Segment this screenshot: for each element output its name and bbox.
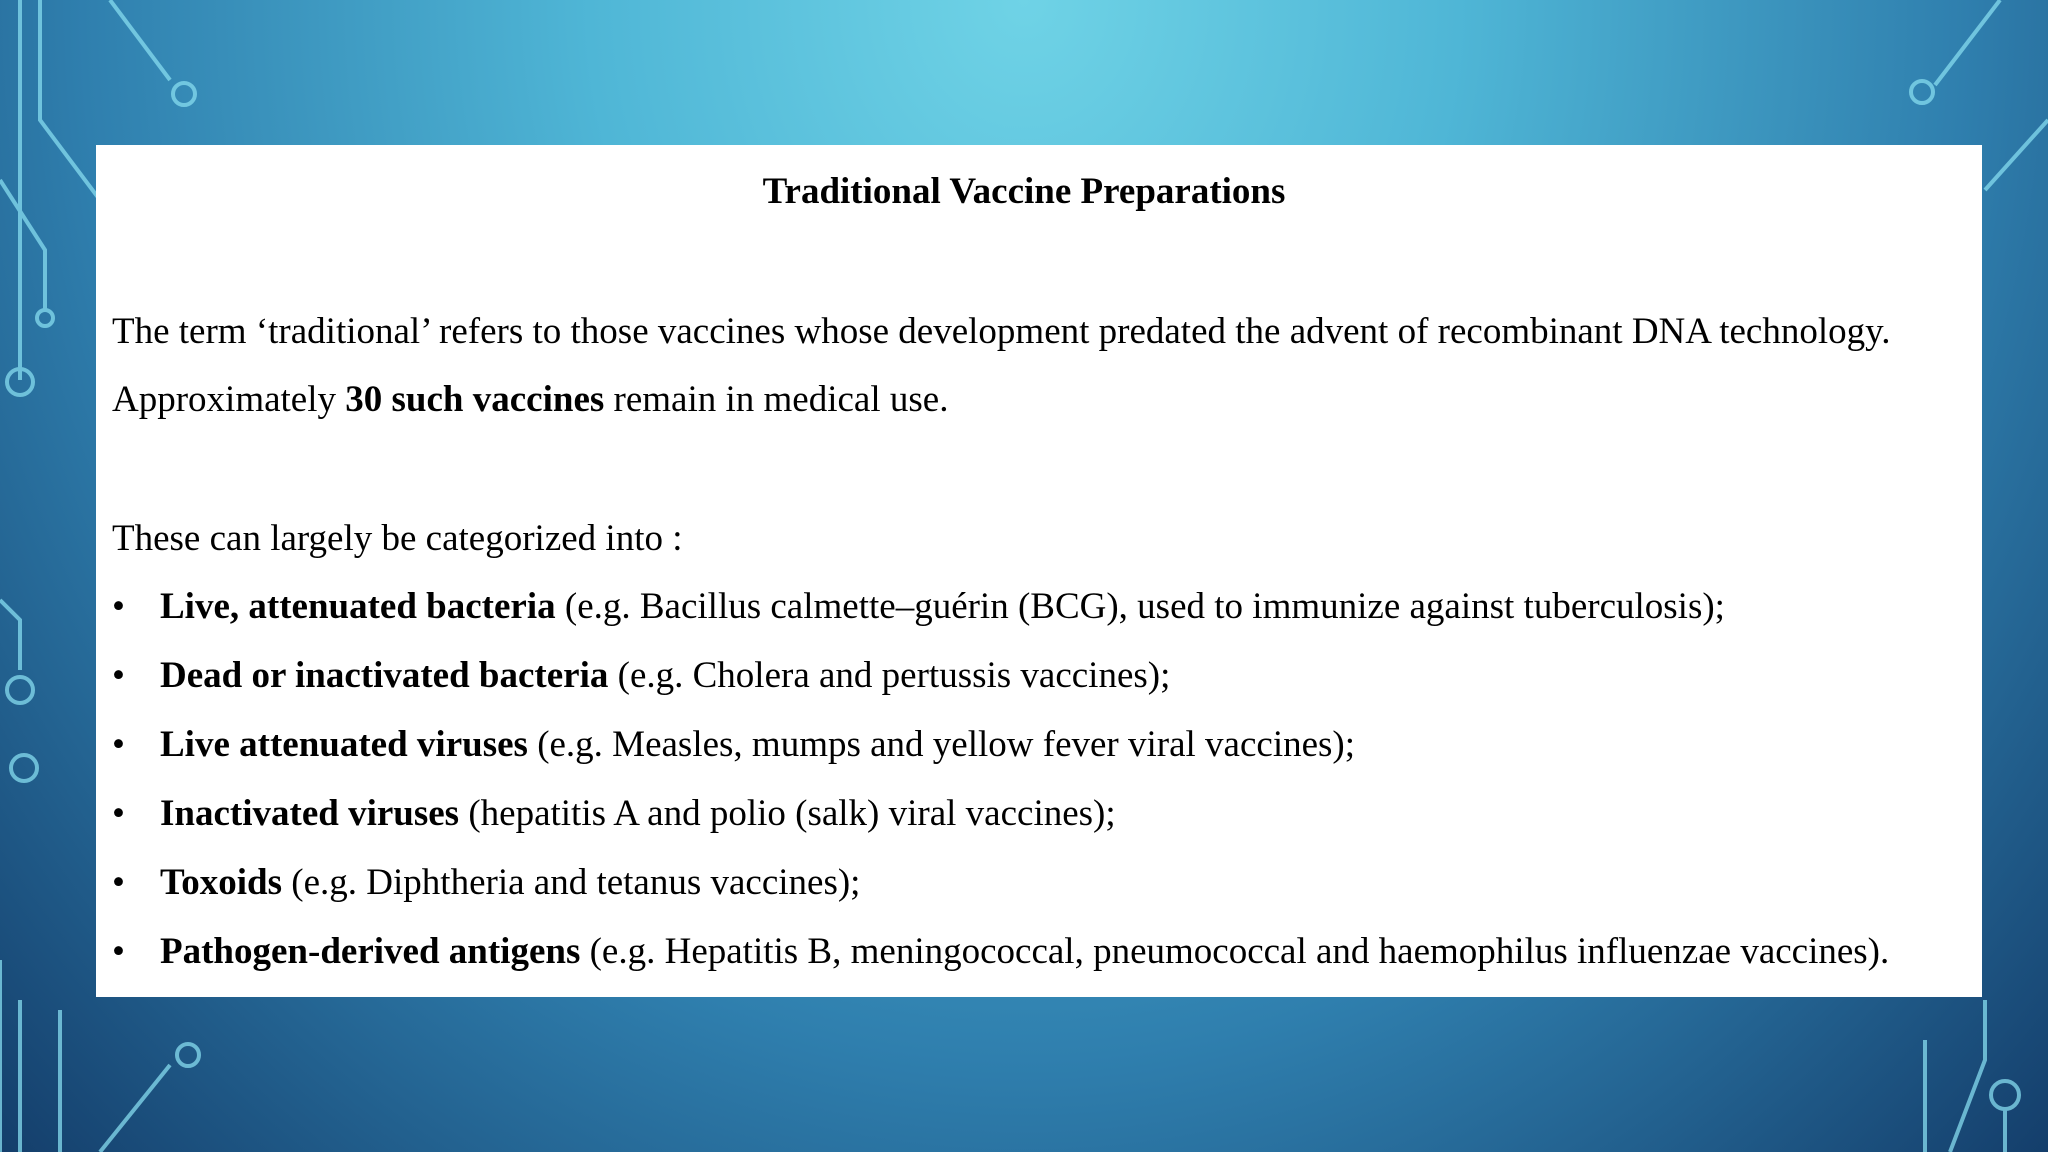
intro-line-2-bold: 30 such vaccines <box>345 379 605 420</box>
bullet-term: Inactivated viruses <box>160 793 460 834</box>
bullet-item <box>112 723 1355 767</box>
bullet-term: Live, attenuated bacteria <box>160 586 556 627</box>
circuit-line <box>1935 0 2000 85</box>
bullet-icon: • <box>112 931 125 972</box>
bullet-text: (e.g. Bacillus calmette–guérin (BCG), used to immunize against tuberculosis); <box>555 586 1725 627</box>
circuit-line <box>40 0 100 320</box>
bullet-icon: • <box>112 655 125 696</box>
bullet-item <box>112 792 1116 836</box>
bullet-item <box>112 930 1889 974</box>
bullet-term: Dead or inactivated bacteria <box>160 655 609 696</box>
circuit-node <box>37 310 53 326</box>
circuit-node <box>7 677 33 703</box>
bullet-text: (e.g. Measles, mumps and yellow fever viral vaccines); <box>527 724 1356 765</box>
bullet-icon: • <box>112 793 125 834</box>
circuit-node <box>177 1044 199 1066</box>
intro-line-2-prefix: Approximately <box>112 379 346 420</box>
bullet-term: Pathogen-derived antigens <box>160 931 581 972</box>
circuit-node <box>173 83 195 105</box>
bullet-icon: • <box>112 586 125 627</box>
circuit-node <box>1991 1081 2019 1109</box>
bullet-item <box>112 654 1170 698</box>
categories-intro: These can largely be categorized into : <box>112 518 683 559</box>
bullet-text: (e.g. Cholera and pertussis vaccines); <box>608 655 1171 696</box>
intro-line-2-suffix: remain in medical use. <box>604 379 949 420</box>
bullet-icon: • <box>112 862 125 903</box>
bullet-item <box>112 585 1725 629</box>
bullet-text: (e.g. Hepatitis B, meningococcal, pneumococcal and haemophilus influenzae vaccines). <box>580 931 1890 972</box>
bullet-text: (hepatitis A and polio (salk) viral vaccines); <box>459 793 1116 834</box>
bullet-term: Live attenuated viruses <box>160 724 528 765</box>
bullet-icon: • <box>112 724 125 765</box>
bullet-text: (e.g. Diphtheria and tetanus vaccines); <box>282 862 861 903</box>
circuit-line <box>0 600 20 670</box>
intro-paragraph-line-2 <box>112 378 948 422</box>
circuit-line <box>100 1065 170 1152</box>
bullet-term: Toxoids <box>160 862 283 903</box>
slide-title: Traditional Vaccine Preparations <box>762 171 1286 212</box>
circuit-node <box>1911 81 1933 103</box>
circuit-line <box>1950 1000 1985 1152</box>
intro-paragraph-line-1: The term ‘traditional’ refers to those vaccines whose development predated the advent of recombinant DNA technology. <box>112 311 1891 352</box>
circuit-line <box>110 0 170 80</box>
circuit-node <box>11 755 37 781</box>
bullet-item <box>112 861 860 905</box>
